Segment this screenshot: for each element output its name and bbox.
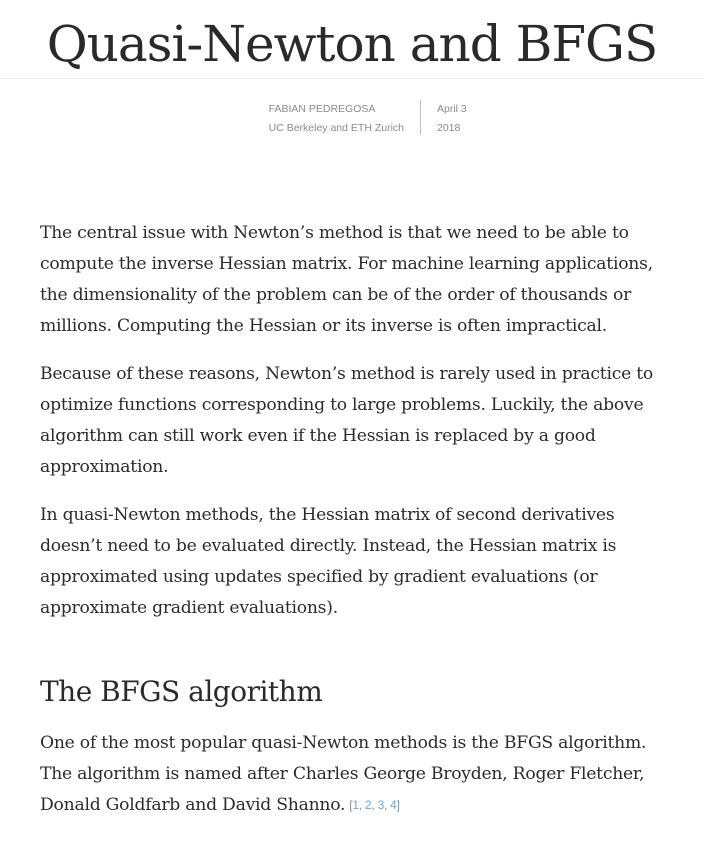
author-block [269, 100, 404, 138]
citation-link-1[interactable]: 1 [352, 798, 359, 812]
paragraph-3: In quasi-Newton methods, the Hessian matrix of second derivatives doesn’t need to be evaluated directly. Instead, the Hessian matrix is approximated using updates specified by gradient evaluations (or approximate gradient evaluations). [40, 505, 617, 618]
citation-open-bracket: [ [349, 798, 353, 812]
section-paragraph [40, 728, 680, 821]
citation-link-2[interactable]: 2 [364, 798, 372, 812]
citation-separator: , [358, 798, 365, 812]
author-affiliation: UC Berkeley and ETH Zurich [268, 122, 404, 134]
date-month-day: April 3 [437, 103, 467, 115]
date-block [437, 100, 467, 138]
citation-separator: , [384, 798, 391, 812]
citation-close-bracket: ] [396, 798, 400, 812]
paragraph-1: The central issue with Newton’s method is that we need to be able to compute the inverse Hessian matrix. For machine learning applications, the dimensionality of the problem can be of the order of thousands or millions. Computing the Hessian or its inverse is often impractical. [40, 223, 653, 336]
date-year: 2018 [437, 122, 461, 134]
article-body [40, 218, 680, 838]
section-paragraph-text: One of the most popular quasi-Newton methods is the BFGS algorithm. The algorithm is named after Charles George Broyden, Roger Fletcher, Donald Goldfarb and David Shanno. [40, 733, 647, 815]
title-divider [0, 78, 704, 79]
citation-link-4[interactable]: 4 [390, 798, 397, 812]
section-heading: The BFGS algorithm [40, 675, 323, 708]
meta-divider [420, 100, 421, 135]
citation-separator: , [371, 798, 378, 812]
citation-link-3[interactable]: 3 [377, 798, 384, 812]
article-meta [0, 100, 704, 140]
paragraph-2: Because of these reasons, Newton’s method is rarely used in practice to optimize functions corresponding to large problems. Luckily, the above algorithm can still work even if the Hessian is replaced by a good approximation. [40, 364, 653, 477]
article-title: Quasi-Newton and BFGS [46, 15, 658, 73]
author-name: FABIAN PEDREGOSA [268, 103, 376, 115]
citation-list [349, 798, 399, 812]
